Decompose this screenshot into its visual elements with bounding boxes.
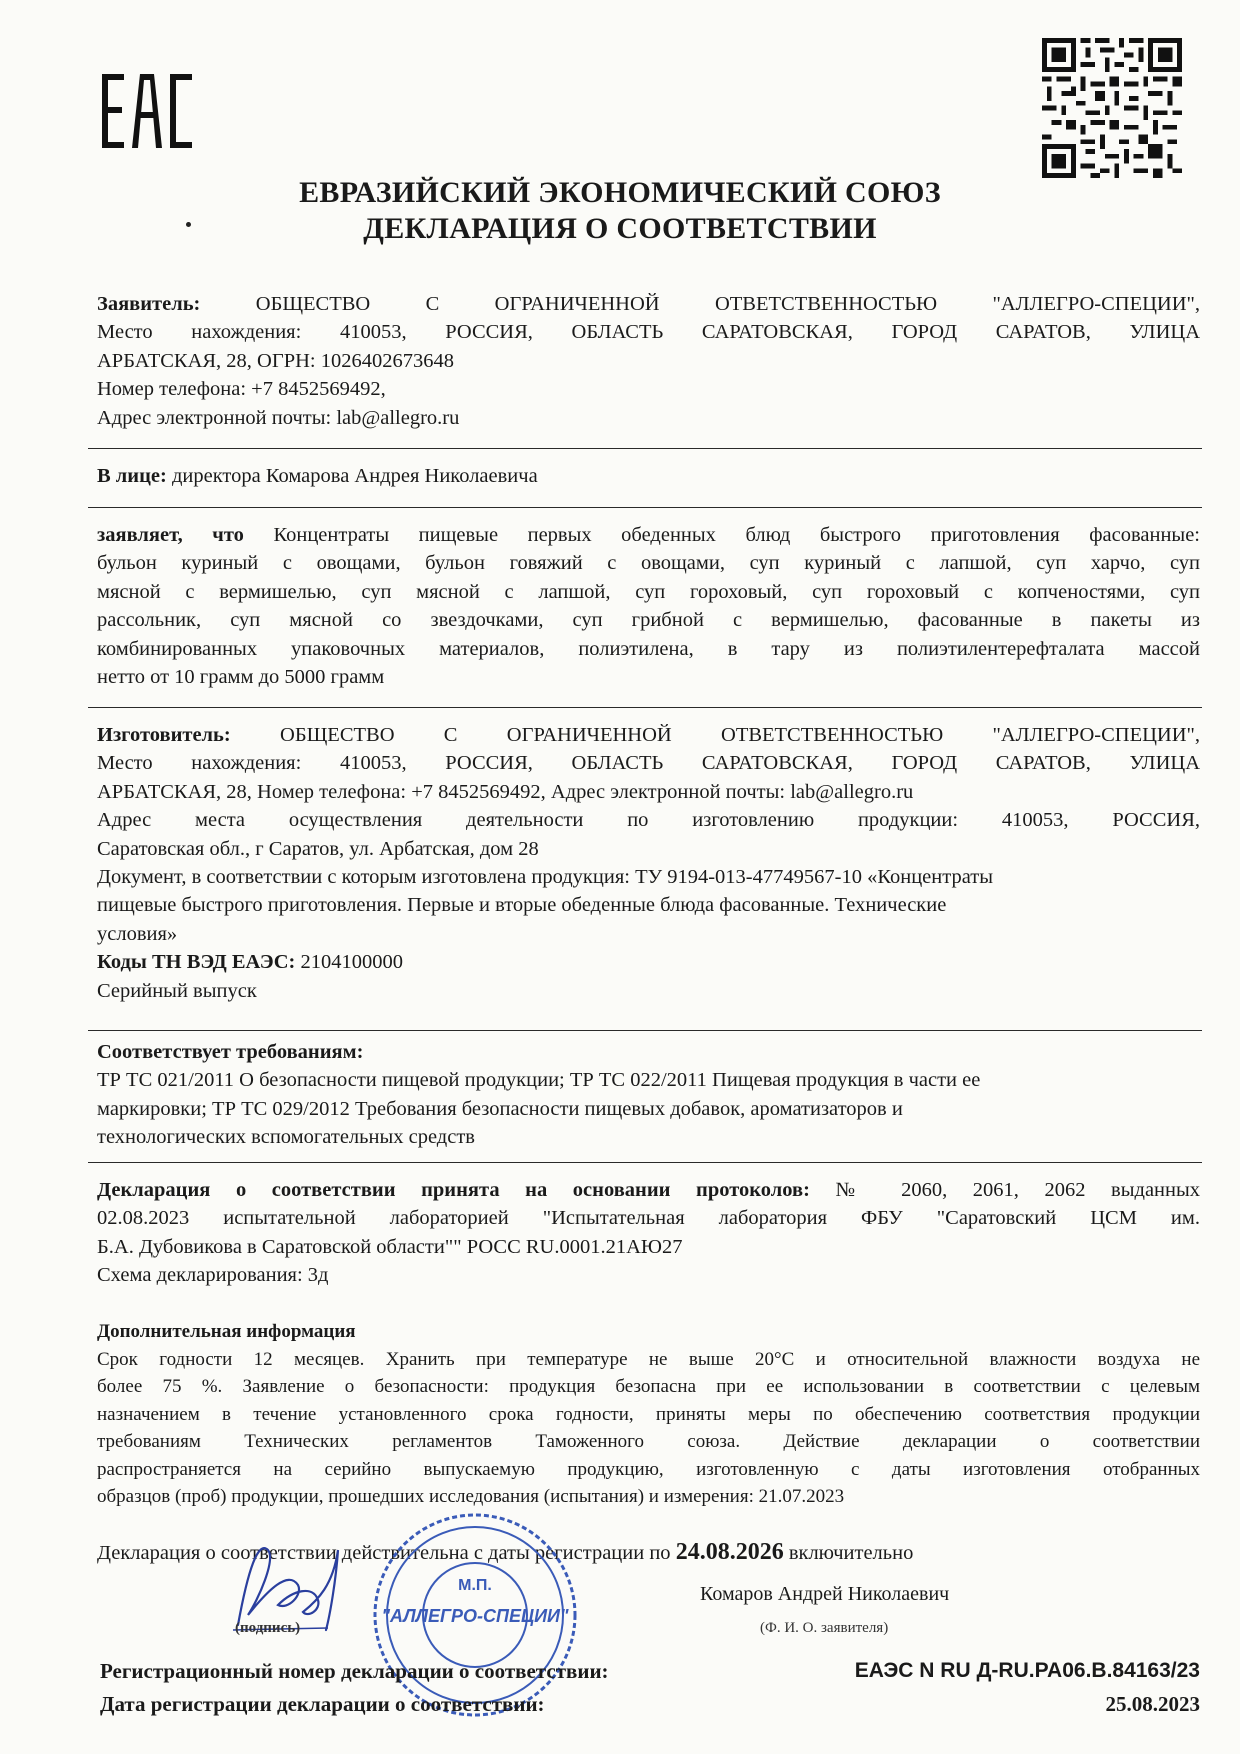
- declares-section: заявляет, что Концентраты пищевые первых обеденных блюд быстрого приготовления фасованные: бульон куриный с овощами, бульон говяжий с овощами, суп куриный с лапшой, суп харчо, суп мясной с вермишелью, суп мясной с лапшой, суп гороховый, суп гороховый с копченостями, суп рассольник, суп мясной со звездочками, суп грибной с вермишелью, фасованные в пакеты из комбинированных упаковочных материалов, полиэтилена, в тару из полиэтилентерефталата массой нетто от 10 грамм до 5000 грамм: [97, 524, 1200, 689]
- registration-date-line: [100, 1692, 1200, 1722]
- representative-value: директора Комарова Андрея Николаевича: [171, 465, 538, 487]
- hs-codes-label: Коды ТН ВЭД ЕАЭС:: [97, 951, 296, 974]
- basis-section: Декларация о соответствии принята на основании протоколов: № 2060, 2061, 2062 выданных 02.08.2023 испытательной лабораторией "Испытательная лаборатория ФБУ "Саратовский ЦСМ им. Б.А. Дубовикова в Саратовской области"" РОСС RU.0001.21АЮ27 Схема декларирования: 3д: [97, 1179, 1201, 1287]
- representative-section: [97, 462, 1200, 490]
- page-title-union: ЕВРАЗИЙСКИЙ ЭКОНОМИЧЕСКИЙ СОЮЗ: [299, 176, 941, 209]
- eac-logo: [100, 72, 196, 150]
- requirements-section: Соответствует требованиям: ТР ТС 021/2011 О безопасности пищевой продукции; ТР ТС 022/2011 Пищевая продукция в части ее маркировки; ТР ТС 029/2012 Требования безопасности пищевых добавок, ароматизаторов и технологических вспомогательных средств: [97, 1041, 981, 1149]
- registration-number-line: [100, 1659, 1200, 1689]
- applicant-email-line: Адрес электронной почты: lab@allegro.ru: [97, 406, 460, 429]
- applicant-phone-line: Номер телефона: +7 8452569492,: [97, 378, 386, 401]
- representative-label: В лице:: [97, 465, 167, 487]
- additional-label: Дополнительная информация: [97, 1321, 356, 1342]
- divider: [88, 448, 1202, 449]
- divider: [88, 707, 1202, 708]
- applicant-line: Заявитель: ОБЩЕСТВО С ОГРАНИЧЕННОЙ ОТВЕТСТВЕННОСТЬЮ "АЛЛЕГРО-СПЕЦИИ",: [97, 293, 1201, 315]
- series-line: Серийный выпуск: [97, 979, 257, 1002]
- declares-label: заявляет, что: [97, 524, 244, 546]
- qr-code-icon: [1042, 38, 1182, 178]
- signature-caption: (подпись): [235, 1620, 301, 1636]
- additional-section: Дополнительная информация Срок годности 12 месяцев. Хранить при температуре не выше 20°С и относительной влажности воздуха не более 75 %. Заявление о безопасности: продукция безопасна при ее использовании в соответствии с целевым назначением в течение установленного срока годности, приняты меры по обеспечению соответствия продукции требованиям Технических регламентов Таможенного союза. Действие декларации о соответствии распространяется на серийно выпускаемую продукцию, изготовленную с даты изготовления отобранных образцов (проб) продукции, прошедших исследования (испытания) и измерения: 21.07.2023: [97, 1321, 1200, 1507]
- manufacturer-label: Изготовитель:: [97, 724, 231, 746]
- manufacturer-section: Изготовитель: ОБЩЕСТВО С ОГРАНИЧЕННОЙ ОТВЕТСТВЕННОСТЬЮ "АЛЛЕГРО-СПЕЦИИ", Место нахождения: 410053, РОССИЯ, ОБЛАСТЬ САРАТОВСКАЯ, ГОРОД САРАТОВ, УЛИЦА АРБАТСКАЯ, 28, Номер телефона: +7 8452569492, Адрес электронной почты: lab@allegro.ru Адрес места осуществления деятельности по изготовлению продукции: 410053, РОССИЯ, Саратовская обл., г Саратов, ул. Арбатская, дом 28 Документ, в соответствии с которым изготовлена продукция: ТУ 9194-013-47749567-10 «Концентраты пищевые быстрого приготовления. Первые и вторые обеденные блюда фасованные. Технические условия» Коды ТН ВЭД ЕАЭС: 2104100000 Серийный выпуск: [97, 721, 1200, 1005]
- applicant-section: [97, 290, 1200, 432]
- validity-date: 24.08.2026: [675, 1539, 784, 1565]
- signer-name: Комаров Андрей Николаевич: [700, 1583, 950, 1605]
- applicant-ogrn-line: АРБАТСКАЯ, 28, ОГРН: 1026402673648: [97, 349, 454, 372]
- applicant-label: Заявитель:: [97, 293, 201, 315]
- divider: [88, 507, 1202, 508]
- requirements-label: Соответствует требованиям:: [97, 1041, 364, 1063]
- divider: [88, 1162, 1202, 1163]
- divider: [88, 1030, 1202, 1031]
- hs-codes-value: 2104100000: [300, 951, 403, 974]
- page-title-declaration: ДЕКЛАРАЦИЯ О СООТВЕТСТВИИ: [363, 212, 877, 245]
- validity-line: Декларация о соответствии действительна с даты регистрации по 24.08.2026 включительно: [97, 1539, 914, 1565]
- applicant-address-line: Место нахождения: 410053, РОССИЯ, ОБЛАСТЬ САРАТОВСКАЯ, ГОРОД САРАТОВ, УЛИЦА: [97, 321, 1200, 344]
- stamp-name: "АЛЛЕГРО-СПЕЦИИ": [381, 1606, 569, 1626]
- basis-label: Декларация о соответствии принята на основании протоколов:: [97, 1179, 810, 1201]
- registration-number-value: ЕАЭС N RU Д-RU.PA06.B.84163/23: [854, 1659, 1200, 1682]
- stamp-mp: М.П.: [458, 1577, 492, 1594]
- registration-date-value: 25.08.2023: [1105, 1692, 1200, 1716]
- registration-date-label: Дата регистрации декларации о соответствии:: [100, 1692, 545, 1716]
- registration-number-label: Регистрационный номер декларации о соответствии:: [100, 1659, 609, 1683]
- fio-caption: (Ф. И. О. заявителя): [760, 1620, 889, 1636]
